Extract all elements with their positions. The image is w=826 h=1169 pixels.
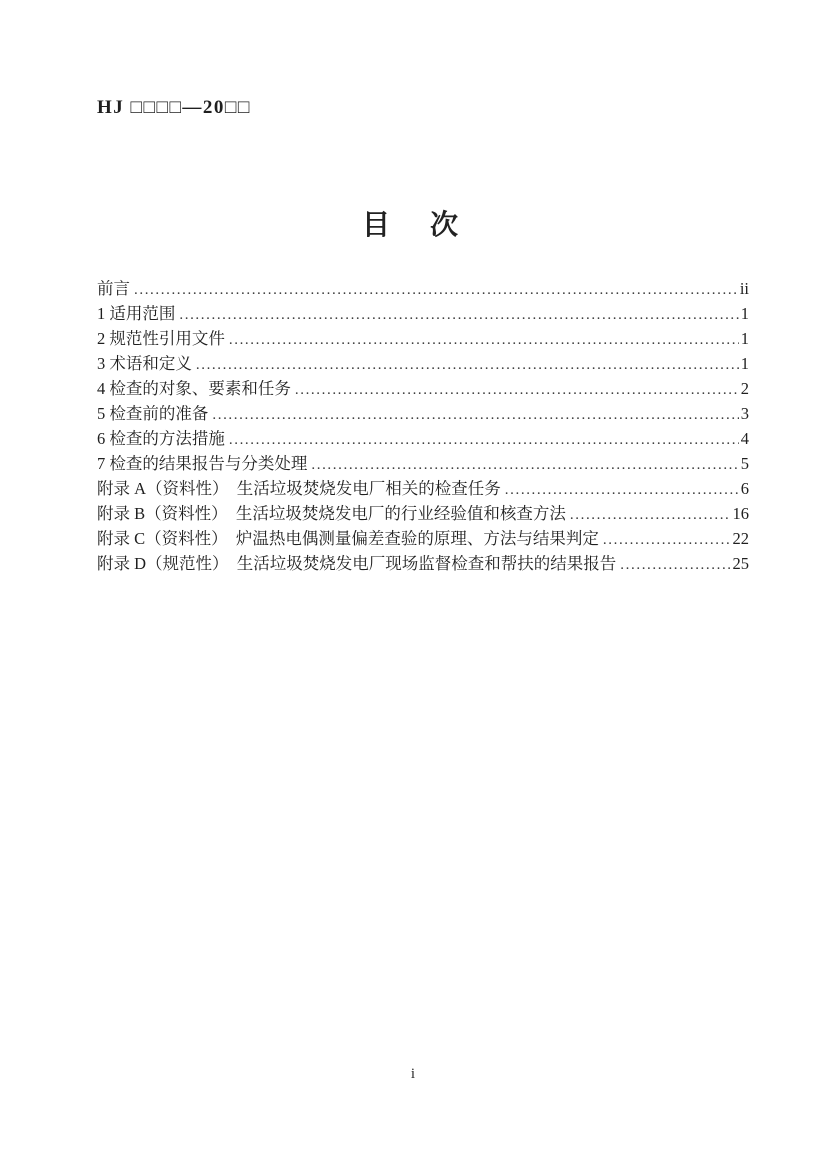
toc-entry[interactable] [97,526,749,551]
toc-entry-label: 7 检查的结果报告与分类处理 [97,454,308,473]
toc-entry-label: 3 术语和定义 [97,354,192,373]
toc-entry-label: 附录 C（资料性） 炉温热电偶测量偏差查验的原理、方法与结果判定 [97,529,599,548]
toc-entry-page: ii [739,279,749,298]
toc-leader-dots [196,351,739,378]
toc-leader-dots [505,476,739,503]
toc-entry-label: 附录 B（资料性） 生活垃圾焚烧发电厂的行业经验值和核查方法 [97,504,566,523]
toc-entry[interactable] [97,276,749,301]
toc-leader-dots [179,301,738,328]
toc-entry[interactable] [97,401,749,426]
toc-entry-page: 2 [740,379,749,398]
toc-entry-page: 6 [740,479,749,498]
toc-leader-dots [570,501,731,528]
toc-entry-label: 6 检查的方法措施 [97,429,225,448]
toc-entry[interactable] [97,501,749,526]
toc-entry-page: 4 [740,429,749,448]
toc-entry-label: 5 检查前的准备 [97,404,209,423]
toc-entry-page: 25 [732,554,749,573]
toc-leader-dots [603,526,731,553]
toc-entry[interactable] [97,476,749,501]
toc-entry[interactable] [97,326,749,351]
toc-leader-dots [311,451,738,478]
toc-leader-dots [229,426,739,453]
toc-leader-dots [134,276,738,303]
toc-leader-dots [229,326,739,353]
toc-entry[interactable] [97,426,749,451]
toc-entry-label: 2 规范性引用文件 [97,329,225,348]
toc-entry[interactable] [97,301,749,326]
toc-entry-page: 22 [732,529,749,548]
toc-leader-dots [620,551,730,578]
toc-leader-dots [295,376,739,403]
toc-entry-page: 1 [740,304,749,323]
toc-entry-label: 1 适用范围 [97,304,176,323]
table-of-contents [97,276,749,576]
footer-page-number: i [410,1066,416,1082]
toc-entry[interactable] [97,551,749,576]
toc-leader-dots [212,401,738,428]
document-code: HJ □□□□—20□□ [97,97,251,118]
toc-entry[interactable] [97,451,749,476]
toc-entry[interactable] [97,376,749,401]
toc-entry-page: 1 [740,329,749,348]
toc-entry-page: 1 [740,354,749,373]
toc-entry-page: 16 [732,504,749,523]
toc-entry-label: 附录 D（规范性） 生活垃圾焚烧发电厂现场监督检查和帮扶的结果报告 [97,554,617,573]
toc-entry-label: 4 检查的对象、要素和任务 [97,379,291,398]
toc-entry[interactable] [97,351,749,376]
toc-entry-page: 5 [740,454,749,473]
toc-entry-page: 3 [740,404,749,423]
toc-entry-label: 前言 [97,279,130,298]
toc-entry-label: 附录 A（资料性） 生活垃圾焚烧发电厂相关的检查任务 [97,479,501,498]
page-title: 目 次 [361,209,464,240]
